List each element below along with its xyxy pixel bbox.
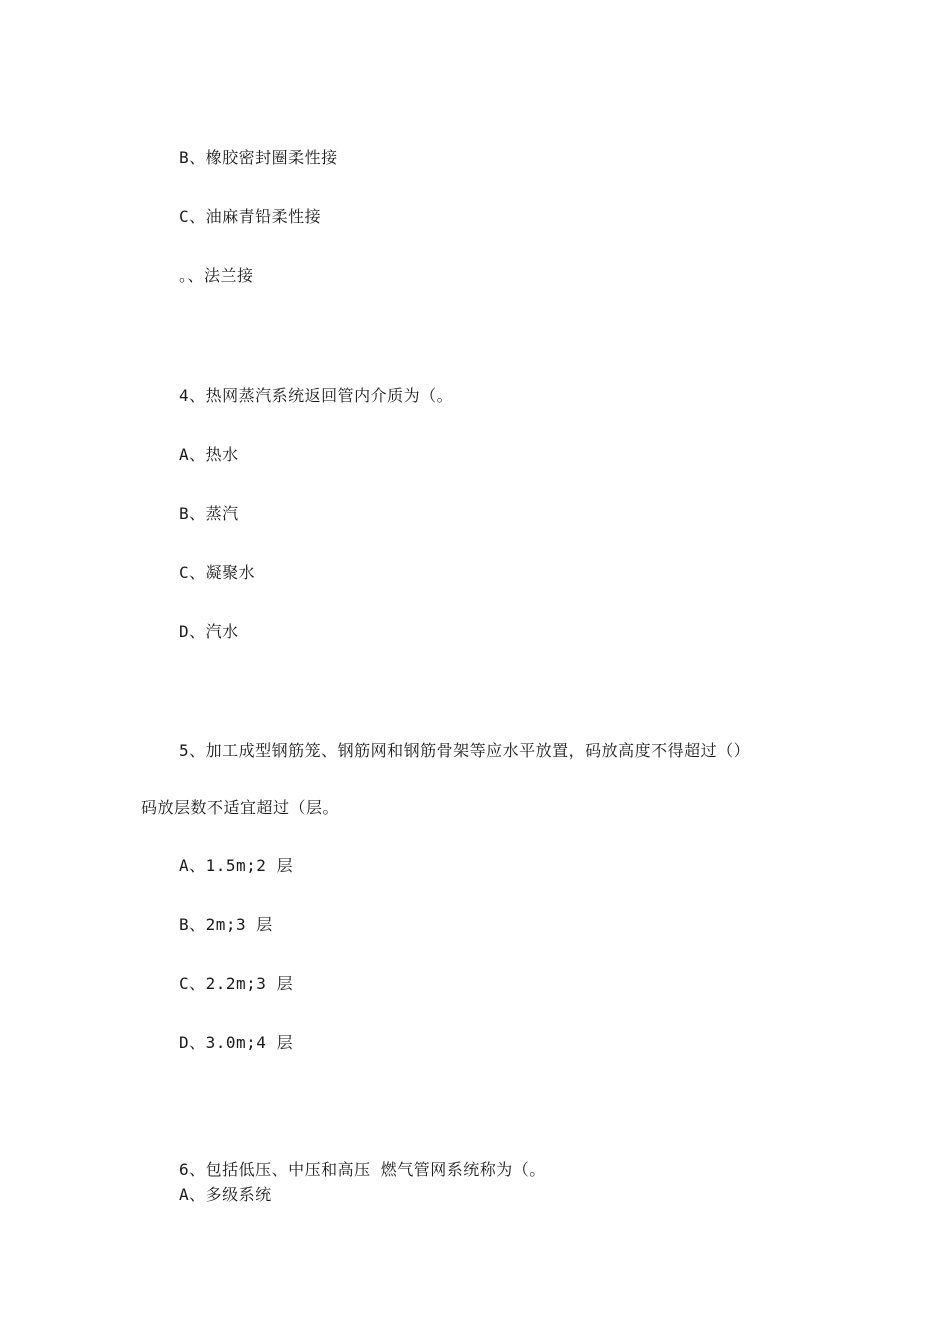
q5-option-c: C、2.2m;3 层 <box>179 974 294 993</box>
q5-question-line1: 5、加工成型钢筋笼、钢筋网和钢筋骨架等应水平放置，码放高度不得超过（） <box>179 741 751 760</box>
q3-option-b: B、橡胶密封圈柔性接 <box>179 148 338 167</box>
q5-question-line2: 码放层数不适宜超过（层。 <box>141 798 340 817</box>
q4-option-b: B、蒸汽 <box>179 504 239 523</box>
q5-option-b: B、2m;3 层 <box>179 915 273 934</box>
q6-question: 6、包括低压、中压和高压 燃气管网系统称为（。 <box>179 1160 546 1179</box>
q6-option-a: A、多级系统 <box>179 1185 272 1204</box>
q5-option-a: A、1.5m;2 层 <box>179 856 294 875</box>
q4-question: 4、热网蒸汽系统返回管内介质为（。 <box>179 386 454 405</box>
q3-option-d: 。、法兰接 <box>179 266 254 285</box>
q3-option-c: C、油麻青铅柔性接 <box>179 207 322 226</box>
q4-option-d: D、汽水 <box>179 622 239 641</box>
q5-option-d: D、3.0m;4 层 <box>179 1033 294 1052</box>
q4-option-a: A、热水 <box>179 445 239 464</box>
q4-option-c: C、凝聚水 <box>179 563 256 582</box>
